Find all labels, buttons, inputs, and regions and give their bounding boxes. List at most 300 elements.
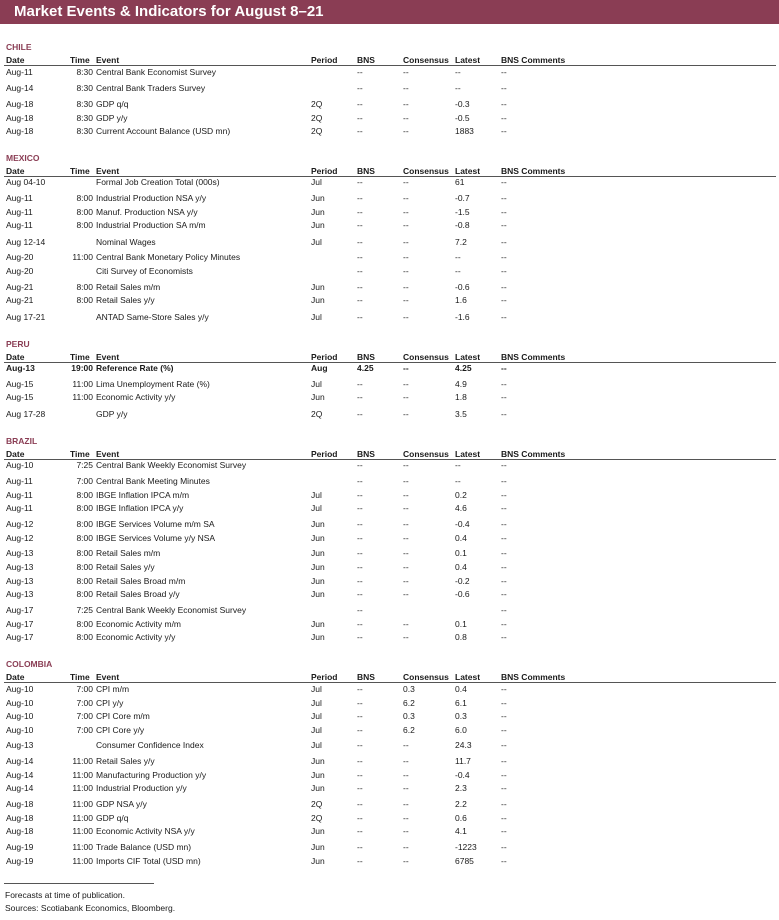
cell-comments: -- — [501, 83, 507, 93]
cell-bns: -- — [357, 460, 363, 470]
cell-bns: -- — [357, 770, 363, 780]
cell-time: 11:00 — [72, 770, 93, 780]
cell-date: Aug 12-14 — [6, 237, 46, 247]
cell-comments: -- — [501, 725, 507, 735]
cell-comments: -- — [501, 856, 507, 866]
cell-latest: 0.1 — [455, 619, 467, 629]
cell-date: Aug-19 — [6, 856, 34, 866]
cell-period: Jun — [311, 756, 325, 766]
column-header-event: Event — [96, 166, 120, 176]
cell-date: Aug-13 — [6, 589, 34, 599]
cell-period: Jun — [311, 295, 325, 305]
cell-bns: 4.25 — [357, 363, 374, 373]
cell-comments: -- — [501, 770, 507, 780]
cell-time: 8:00 — [76, 503, 93, 513]
cell-bns: -- — [357, 856, 363, 866]
cell-time: 8:00 — [76, 562, 93, 572]
cell-event: Economic Activity NSA y/y — [96, 826, 195, 836]
cell-event: Citi Survey of Economists — [96, 266, 193, 276]
cell-event: GDP NSA y/y — [96, 799, 147, 809]
cell-comments: -- — [501, 126, 507, 136]
cell-time: 19:00 — [71, 363, 93, 373]
cell-time: 11:00 — [72, 756, 93, 766]
column-header-time: Time — [70, 352, 90, 362]
cell-consensus: -- — [403, 799, 409, 809]
cell-bns: -- — [357, 207, 363, 217]
column-header-time: Time — [70, 449, 90, 459]
cell-comments: -- — [501, 740, 507, 750]
cell-bns: -- — [357, 605, 363, 615]
cell-bns: -- — [357, 99, 363, 109]
country-heading-brazil: BRAZIL — [6, 436, 38, 446]
country-heading-peru: PERU — [6, 339, 30, 349]
cell-latest: -- — [455, 460, 461, 470]
cell-date: Aug-13 — [6, 363, 35, 373]
cell-bns: -- — [357, 503, 363, 513]
cell-consensus: -- — [403, 409, 409, 419]
table-row — [0, 605, 779, 616]
column-header-consensus: Consensus — [403, 449, 449, 459]
cell-bns: -- — [357, 113, 363, 123]
cell-event: CPI Core m/m — [96, 711, 150, 721]
column-header-time: Time — [70, 166, 90, 176]
cell-bns: -- — [357, 619, 363, 629]
cell-bns: -- — [357, 282, 363, 292]
cell-bns: -- — [357, 519, 363, 529]
table-row — [0, 813, 779, 824]
cell-bns: -- — [357, 67, 363, 77]
cell-bns: -- — [357, 392, 363, 402]
cell-bns: -- — [357, 237, 363, 247]
cell-period: Jul — [311, 312, 322, 322]
cell-consensus: -- — [403, 783, 409, 793]
column-header-consensus: Consensus — [403, 55, 449, 65]
header-rule — [4, 65, 776, 66]
cell-date: Aug-13 — [6, 740, 34, 750]
cell-consensus: -- — [403, 740, 409, 750]
cell-time: 11:00 — [72, 379, 93, 389]
cell-latest: 24.3 — [455, 740, 472, 750]
cell-event: Central Bank Economist Survey — [96, 67, 216, 77]
cell-time: 8:30 — [76, 126, 93, 136]
cell-period: Jun — [311, 576, 325, 586]
column-header-comments: BNS Comments — [501, 55, 566, 65]
cell-time: 8:00 — [76, 576, 93, 586]
cell-event: IBGE Services Volume m/m SA — [96, 519, 215, 529]
cell-comments: -- — [501, 237, 507, 247]
cell-date: Aug-11 — [6, 490, 33, 500]
cell-event: Central Bank Weekly Economist Survey — [96, 460, 247, 470]
cell-consensus: -- — [403, 392, 409, 402]
cell-date: Aug-11 — [6, 220, 33, 230]
cell-time: 8:00 — [76, 589, 93, 599]
cell-time: 11:00 — [72, 252, 93, 262]
cell-consensus: 6.2 — [403, 725, 415, 735]
cell-consensus: -- — [403, 842, 409, 852]
cell-latest: 6.0 — [455, 725, 467, 735]
cell-event: IBGE Inflation IPCA y/y — [96, 503, 184, 513]
cell-event: Manuf. Production NSA y/y — [96, 207, 198, 217]
cell-comments: -- — [501, 295, 507, 305]
cell-consensus: -- — [403, 177, 409, 187]
cell-period: Jul — [311, 237, 322, 247]
cell-time: 7:00 — [76, 684, 93, 694]
cell-time: 8:30 — [76, 113, 93, 123]
cell-period: Jun — [311, 826, 325, 836]
country-heading-colombia: COLOMBIA — [6, 659, 53, 669]
cell-time: 7:25 — [76, 605, 93, 615]
column-header-latest: Latest — [455, 449, 481, 459]
table-row — [0, 826, 779, 837]
cell-bns: -- — [357, 589, 363, 599]
cell-event: Lima Unemployment Rate (%) — [96, 379, 210, 389]
cell-comments: -- — [501, 67, 507, 77]
cell-period: 2Q — [311, 113, 323, 123]
cell-date: Aug-18 — [6, 99, 34, 109]
cell-date: Aug-18 — [6, 826, 34, 836]
cell-bns: -- — [357, 725, 363, 735]
column-header-comments: BNS Comments — [501, 672, 566, 682]
country-heading-mexico: MEXICO — [6, 153, 40, 163]
cell-comments: -- — [501, 392, 507, 402]
cell-time: 11:00 — [72, 799, 93, 809]
cell-event: Consumer Confidence Index — [96, 740, 204, 750]
column-header-latest: Latest — [455, 672, 481, 682]
cell-period: Jun — [311, 632, 325, 642]
column-header-bns: BNS — [357, 352, 375, 362]
table-row — [0, 409, 779, 420]
table-row — [0, 266, 779, 277]
cell-consensus: -- — [403, 533, 409, 543]
cell-latest: 2.3 — [455, 783, 467, 793]
cell-comments: -- — [501, 698, 507, 708]
cell-bns: -- — [357, 379, 363, 389]
cell-date: Aug-18 — [6, 799, 34, 809]
cell-date: Aug-10 — [6, 711, 34, 721]
table-row — [0, 799, 779, 810]
table-row — [0, 126, 779, 137]
cell-consensus: -- — [403, 220, 409, 230]
cell-time: 8:00 — [76, 619, 93, 629]
table-row — [0, 589, 779, 600]
cell-period: Jun — [311, 783, 325, 793]
cell-latest: -1.6 — [455, 312, 470, 322]
table-row — [0, 711, 779, 722]
cell-consensus: -- — [403, 562, 409, 572]
cell-bns: -- — [357, 220, 363, 230]
column-header-date: Date — [6, 166, 25, 176]
table-row — [0, 684, 779, 695]
cell-bns: -- — [357, 252, 363, 262]
cell-time: 8:00 — [76, 548, 93, 558]
cell-period: Jun — [311, 548, 325, 558]
cell-bns: -- — [357, 826, 363, 836]
cell-consensus: -- — [403, 237, 409, 247]
cell-date: Aug 17-28 — [6, 409, 46, 419]
cell-period: Jul — [311, 684, 322, 694]
table-row — [0, 295, 779, 306]
cell-date: Aug-11 — [6, 207, 33, 217]
cell-date: Aug-11 — [6, 503, 33, 513]
cell-date: Aug-18 — [6, 126, 34, 136]
cell-latest: -- — [455, 266, 461, 276]
cell-comments: -- — [501, 177, 507, 187]
page-title: Market Events & Indicators for August 8–21 — [14, 3, 324, 20]
cell-latest: -0.2 — [455, 576, 470, 586]
cell-period: Jun — [311, 533, 325, 543]
cell-bns: -- — [357, 783, 363, 793]
cell-latest: 0.2 — [455, 490, 467, 500]
cell-period: Jul — [311, 698, 322, 708]
cell-event: IBGE Services Volume y/y NSA — [96, 533, 216, 543]
column-header-period: Period — [311, 672, 338, 682]
cell-period: 2Q — [311, 126, 323, 136]
table-row — [0, 770, 779, 781]
table-row — [0, 576, 779, 587]
title-banner — [0, 0, 779, 24]
cell-bns: -- — [357, 711, 363, 721]
table-row — [0, 460, 779, 471]
cell-date: Aug-11 — [6, 476, 33, 486]
cell-event: Retail Sales Broad y/y — [96, 589, 180, 599]
cell-period: Jul — [311, 725, 322, 735]
cell-period: Jun — [311, 562, 325, 572]
cell-comments: -- — [501, 220, 507, 230]
cell-date: Aug-13 — [6, 576, 34, 586]
cell-time: 11:00 — [72, 783, 93, 793]
cell-event: Manufacturing Production y/y — [96, 770, 207, 780]
column-header-date: Date — [6, 672, 25, 682]
column-header-consensus: Consensus — [403, 352, 449, 362]
cell-period: 2Q — [311, 99, 323, 109]
cell-consensus: -- — [403, 548, 409, 558]
cell-event: Reference Rate (%) — [96, 363, 174, 373]
cell-latest: 61 — [455, 177, 465, 187]
cell-bns: -- — [357, 684, 363, 694]
cell-consensus: -- — [403, 99, 409, 109]
cell-time: 7:00 — [76, 725, 93, 735]
cell-comments: -- — [501, 842, 507, 852]
cell-event: Central Bank Weekly Economist Survey — [96, 605, 247, 615]
cell-bns: -- — [357, 312, 363, 322]
cell-date: Aug-12 — [6, 533, 34, 543]
cell-comments: -- — [501, 576, 507, 586]
cell-consensus: -- — [403, 756, 409, 766]
cell-time: 7:00 — [76, 711, 93, 721]
column-header-comments: BNS Comments — [501, 449, 566, 459]
cell-event: GDP y/y — [96, 113, 128, 123]
cell-consensus: -- — [403, 379, 409, 389]
cell-latest: 4.9 — [455, 379, 467, 389]
table-row — [0, 490, 779, 501]
column-header-period: Period — [311, 352, 338, 362]
cell-consensus: 6.2 — [403, 698, 415, 708]
cell-date: Aug-11 — [6, 67, 33, 77]
cell-period: Jun — [311, 770, 325, 780]
header-rule — [4, 682, 776, 683]
table-row — [0, 783, 779, 794]
cell-bns: -- — [357, 476, 363, 486]
cell-latest: 0.6 — [455, 813, 467, 823]
table-row — [0, 533, 779, 544]
cell-consensus: -- — [403, 295, 409, 305]
cell-comments: -- — [501, 252, 507, 262]
cell-date: Aug-17 — [6, 632, 34, 642]
column-header-period: Period — [311, 55, 338, 65]
cell-period: Jun — [311, 207, 325, 217]
table-row — [0, 379, 779, 390]
column-header-date: Date — [6, 55, 25, 65]
cell-comments: -- — [501, 684, 507, 694]
cell-latest: -0.6 — [455, 282, 470, 292]
column-header-bns: BNS — [357, 672, 375, 682]
cell-event: Trade Balance (USD mn) — [96, 842, 192, 852]
cell-date: Aug-10 — [6, 725, 34, 735]
cell-time: 8:00 — [76, 632, 93, 642]
column-header-event: Event — [96, 672, 120, 682]
cell-latest: -- — [455, 476, 461, 486]
cell-consensus: -- — [403, 632, 409, 642]
cell-comments: -- — [501, 490, 507, 500]
cell-date: Aug-21 — [6, 295, 34, 305]
cell-latest: 0.1 — [455, 548, 467, 558]
cell-latest: 7.2 — [455, 237, 467, 247]
cell-event: Central Bank Monetary Policy Minutes — [96, 252, 241, 262]
cell-time: 7:00 — [76, 698, 93, 708]
cell-time: 7:00 — [76, 476, 93, 486]
cell-latest: 11.7 — [455, 756, 471, 766]
cell-event: Nominal Wages — [96, 237, 156, 247]
cell-time: 11:00 — [72, 856, 93, 866]
cell-date: Aug-15 — [6, 379, 34, 389]
cell-consensus: -- — [403, 619, 409, 629]
cell-latest: -0.6 — [455, 589, 470, 599]
cell-bns: -- — [357, 126, 363, 136]
cell-latest: 0.4 — [455, 684, 467, 694]
cell-latest: -- — [455, 252, 461, 262]
table-row — [0, 193, 779, 204]
cell-date: Aug 17-21 — [6, 312, 46, 322]
cell-comments: -- — [501, 632, 507, 642]
cell-event: Retail Sales Broad m/m — [96, 576, 186, 586]
cell-period: Jul — [311, 379, 322, 389]
cell-period: Jul — [311, 177, 322, 187]
cell-latest: 4.1 — [455, 826, 467, 836]
cell-latest: 1883 — [455, 126, 474, 136]
cell-period: Jul — [311, 503, 322, 513]
table-row — [0, 363, 779, 374]
table-row — [0, 282, 779, 293]
cell-bns: -- — [357, 799, 363, 809]
cell-bns: -- — [357, 548, 363, 558]
cell-event: Central Bank Meeting Minutes — [96, 476, 210, 486]
cell-period: Jun — [311, 193, 325, 203]
cell-consensus: 0.3 — [403, 711, 415, 721]
table-row — [0, 67, 779, 78]
cell-comments: -- — [501, 589, 507, 599]
cell-time: 8:00 — [76, 207, 93, 217]
cell-event: GDP y/y — [96, 409, 128, 419]
cell-event: Industrial Production NSA y/y — [96, 193, 207, 203]
cell-latest: -0.4 — [455, 519, 470, 529]
table-row — [0, 503, 779, 514]
cell-comments: -- — [501, 266, 507, 276]
cell-bns: -- — [357, 756, 363, 766]
footnote-rule — [4, 883, 154, 884]
cell-time: 8:00 — [76, 533, 93, 543]
cell-latest: -0.4 — [455, 770, 470, 780]
cell-date: Aug-20 — [6, 252, 34, 262]
cell-latest: 1.6 — [455, 295, 467, 305]
cell-latest: -0.7 — [455, 193, 470, 203]
cell-bns: -- — [357, 83, 363, 93]
cell-bns: -- — [357, 740, 363, 750]
cell-event: Industrial Production SA m/m — [96, 220, 206, 230]
cell-comments: -- — [501, 312, 507, 322]
cell-comments: -- — [501, 619, 507, 629]
column-header-period: Period — [311, 166, 338, 176]
cell-consensus: -- — [403, 826, 409, 836]
cell-event: GDP q/q — [96, 813, 129, 823]
cell-date: Aug-18 — [6, 113, 34, 123]
cell-consensus: -- — [403, 113, 409, 123]
cell-period: Aug — [311, 363, 328, 373]
cell-date: Aug-20 — [6, 266, 34, 276]
table-row — [0, 548, 779, 559]
cell-date: Aug-18 — [6, 813, 34, 823]
cell-event: Retail Sales m/m — [96, 282, 161, 292]
table-row — [0, 220, 779, 231]
cell-latest: 6785 — [455, 856, 474, 866]
column-header-date: Date — [6, 352, 25, 362]
cell-consensus: -- — [403, 67, 409, 77]
cell-period: Jun — [311, 392, 325, 402]
column-header-latest: Latest — [455, 352, 481, 362]
cell-consensus: -- — [403, 266, 409, 276]
cell-date: Aug-12 — [6, 519, 34, 529]
cell-time: 8:00 — [76, 295, 93, 305]
cell-consensus: -- — [403, 519, 409, 529]
cell-comments: -- — [501, 605, 507, 615]
table-row — [0, 562, 779, 573]
cell-event: GDP q/q — [96, 99, 129, 109]
cell-consensus: -- — [403, 207, 409, 217]
cell-latest: -- — [455, 67, 461, 77]
cell-time: 8:00 — [76, 519, 93, 529]
cell-date: Aug-21 — [6, 282, 34, 292]
cell-bns: -- — [357, 698, 363, 708]
cell-comments: -- — [501, 519, 507, 529]
cell-period: Jun — [311, 856, 325, 866]
cell-date: Aug-13 — [6, 548, 34, 558]
cell-latest: 4.25 — [455, 363, 472, 373]
cell-event: IBGE Inflation IPCA m/m — [96, 490, 190, 500]
cell-event: Current Account Balance (USD mn) — [96, 126, 231, 136]
cell-time: 7:25 — [76, 460, 93, 470]
footnote-sources: Sources: Scotiabank Economics, Bloomberg. — [5, 903, 176, 913]
cell-date: Aug-14 — [6, 770, 34, 780]
cell-comments: -- — [501, 813, 507, 823]
cell-comments: -- — [501, 756, 507, 766]
cell-comments: -- — [501, 193, 507, 203]
cell-consensus: 0.3 — [403, 684, 415, 694]
cell-consensus: -- — [403, 490, 409, 500]
cell-latest: 4.6 — [455, 503, 467, 513]
cell-consensus: -- — [403, 363, 409, 373]
cell-latest: 6.1 — [455, 698, 467, 708]
table-row — [0, 237, 779, 248]
cell-consensus: -- — [403, 252, 409, 262]
